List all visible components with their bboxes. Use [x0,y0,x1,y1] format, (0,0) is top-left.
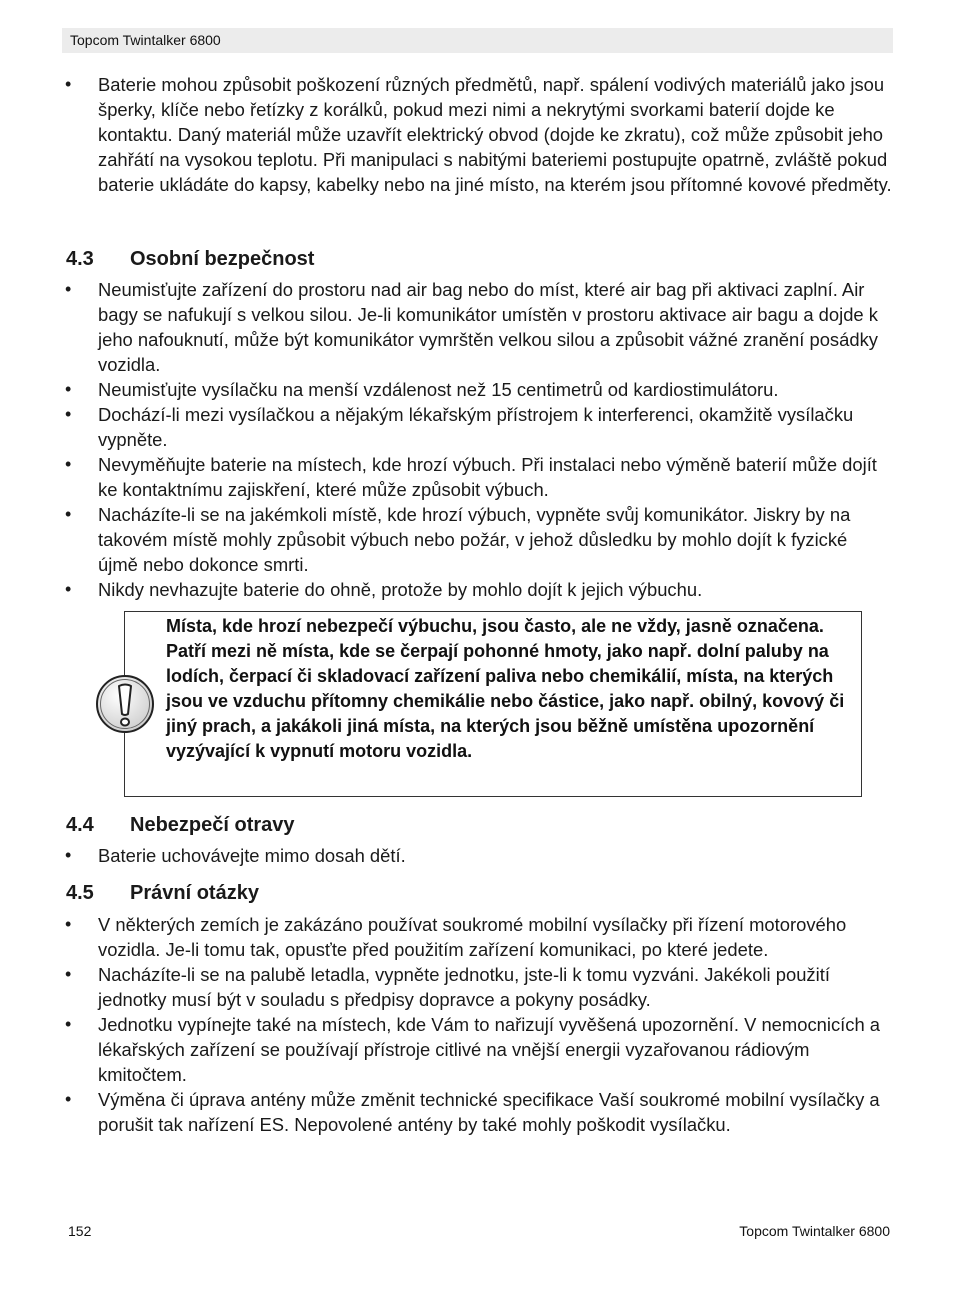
header-title: Topcom Twintalker 6800 [70,32,221,48]
list-item-text: Baterie uchovávejte mimo dosah dětí. [98,845,406,866]
list-item: • Baterie uchovávejte mimo dosah dětí. [65,845,406,866]
list-item: • Neumisťujte vysílačku na menší vzdálenost než 15 centimetrů od kardiostimulátoru. [65,379,779,400]
list-item-text: Baterie mohou způsobit poškození různých předmětů, např. spálení vodivých materiálů jako jsou šperky, klíče nebo řetízky z korálků, pokud mezi nimi a nekrytými svorkami baterií dojde ke kontaktu. Daný materiál může uzavřít elektrický obvod (dojde ke zkratu), což může způsobit jeho zahřátí na vysokou teplotu. Při manipulaci s nabitými bateriemi postupujte opatrně, zvláště pokud baterie ukládáte do kapsy, kabelky nebo na jiné místo, na kterém jsou přítomné kovové předměty. [98,74,892,195]
list-item: • Nacházíte-li se na palubě letadla, vypněte jednotku, jste-li k tomu vyzváni. Jakékoli použití jednotky musí být v souladu s předpisy dopravce a pokyny posádky. [65,964,830,1010]
list-item: • Neumisťujte zařízení do prostoru nad air bag nebo do míst, které air bag při aktivaci zaplní. Air bagy se nafukují s velkou silou. Je-li komunikátor umístěn v prostoru aktivace air bagu a dojde k jeho nafouknutí, může být komunikátor vymrštěn velkou silou a způsobit vážné zranění posádky vozidla. [65,279,878,375]
section-4-5-list [62,912,892,1137]
list-item-text: Výměna či úprava antény může změnit technické specifikace Vaší soukromé mobilní vysílačky a porušit tak nařízení ES. Nepovolené antény by také mohly poškodit vysílačku. [98,1089,880,1135]
intro-list [62,72,892,197]
list-item-text: Nevyměňujte baterie na místech, kde hrozí výbuch. Při instalaci nebo výměně baterií může dojít ke kontaktnímu zajiskření, které může způsobit výbuch. [98,454,877,500]
section-number: 4.4 [66,814,94,836]
list-item: • Dochází-li mezi vysílačkou a nějakým lékařským přístrojem k interferenci, okamžitě vysílačku vypněte. [65,404,854,450]
list-item: • Nacházíte-li se na jakémkoli místě, kde hrozí výbuch, vypněte svůj komunikátor. Jiskry by na takovém místě mohly způsobit výbuch nebo požár, v jehož důsledku by mohlo dojít k fyzické újmě nebo dokonce smrti. [65,504,851,575]
section-heading-4-4 [66,812,295,838]
section-heading-4-3 [66,246,314,272]
list-item-text: Jednotku vypínejte také na místech, kde Vám to nařizují vyvěšená upozornění. V nemocnicích a lékařských zařízení se používají přístroje citlivé na vnější energii vyzařovanou rádiovým kmitočtem. [98,1014,881,1085]
footer-title: Topcom Twintalker 6800 [739,1223,890,1239]
list-item: • V některých zemích je zakázáno používat soukromé mobilní vysílačky při řízení motorového vozidla. Je-li tomu tak, opusťte před použitím zařízení komunikaci, po které jedete. [65,914,847,960]
list-item: • Nikdy nevhazujte baterie do ohně, protože by mohlo dojít k jejich výbuchu. [65,579,703,600]
list-item-text: Neumisťujte zařízení do prostoru nad air bag nebo do míst, které air bag při aktivaci zaplní. Air bagy se nafukují s velkou silou. Je-li komunikátor umístěn v prostoru aktivace air bagu a dojde k jeho nafouknutí, může být komunikátor vymrštěn velkou silou a způsobit vážné zranění posádky vozidla. [98,279,878,375]
section-number: 4.3 [66,248,94,270]
section-4-3-list [62,277,892,602]
section-4-4-list [62,843,892,868]
list-item: • Baterie mohou způsobit poškození různých předmětů, např. spálení vodivých materiálů jako jsou šperky, klíče nebo řetízky z korálků, pokud mezi nimi a nekrytými svorkami baterií dojde ke kontaktu. Daný materiál může uzavřít elektrický obvod (dojde ke zkratu), což může způsobit jeho zahřátí na vysokou teplotu. Při manipulaci s nabitými bateriemi postupujte opatrně, zvláště pokud baterie ukládáte do kapsy, kabelky nebo na jiné místo, na kterém jsou přítomné kovové předměty. [65,74,892,195]
section-title: Právní otázky [130,882,259,904]
list-item-text: Nikdy nevhazujte baterie do ohně, protože by mohlo dojít k jejich výbuchu. [98,579,703,600]
list-item-text: V některých zemích je zakázáno používat soukromé mobilní vysílačky při řízení motorového vozidla. Je-li tomu tak, opusťte před použitím zařízení komunikaci, po které jedete. [98,914,847,960]
section-number: 4.5 [66,882,94,904]
section-title: Osobní bezpečnost [130,248,315,270]
footer-page-number: 152 [68,1223,92,1239]
list-item-text: Nacházíte-li se na palubě letadla, vypněte jednotku, jste-li k tomu vyzváni. Jakékoli použití jednotky musí být v souladu s předpisy dopravce a pokyny posádky. [98,964,830,1010]
list-item-text: Nacházíte-li se na jakémkoli místě, kde hrozí výbuch, vypněte svůj komunikátor. Jiskry by na takovém místě mohly způsobit výbuch nebo požár, v jehož důsledku by mohlo dojít k fyzické újmě nebo dokonce smrti. [98,504,851,575]
list-item: • Jednotku vypínejte také na místech, kde Vám to nařizují vyvěšená upozornění. V nemocnicích a lékařských zařízení se používají přístroje citlivé na vnější energii vyzařovanou rádiovým kmitočtem. [65,1014,881,1085]
list-item: • Výměna či úprava antény může změnit technické specifikace Vaší soukromé mobilní vysílačky a porušit tak nařízení ES. Nepovolené antény by také mohly poškodit vysílačku. [65,1089,880,1135]
warning-box [124,611,862,797]
exclamation-warning-icon [95,674,155,734]
list-item: • Nevyměňujte baterie na místech, kde hrozí výbuch. Při instalaci nebo výměně baterií může dojít ke kontaktnímu zajiskření, které může způsobit výbuch. [65,454,877,500]
section-title: Nebezpečí otravy [130,814,295,836]
section-heading-4-5 [66,880,259,906]
page-header [62,28,893,53]
list-item-text: Dochází-li mezi vysílačkou a nějakým lékařským přístrojem k interferenci, okamžitě vysílačku vypněte. [98,404,854,450]
warning-text: Místa, kde hrozí nebezpečí výbuchu, jsou často, ale ne vždy, jasně označena. Patří mezi ně místa, kde se čerpají pohonné hmoty, jako např. dolní paluby na lodích, čerpací či skladovací zařízení paliva nebo chemikálií, místa, na kterých jsou ve vzduchu přítomny chemikálie nebo částice, jako např. obilný, kovový či jiný prach, a jakákoli jiná místa, na kterých jsou běžně umístěna upozornění vyzývající k vypnutí motoru vozidla. [166,616,845,761]
list-item-text: Neumisťujte vysílačku na menší vzdálenost než 15 centimetrů od kardiostimulátoru. [98,379,779,400]
